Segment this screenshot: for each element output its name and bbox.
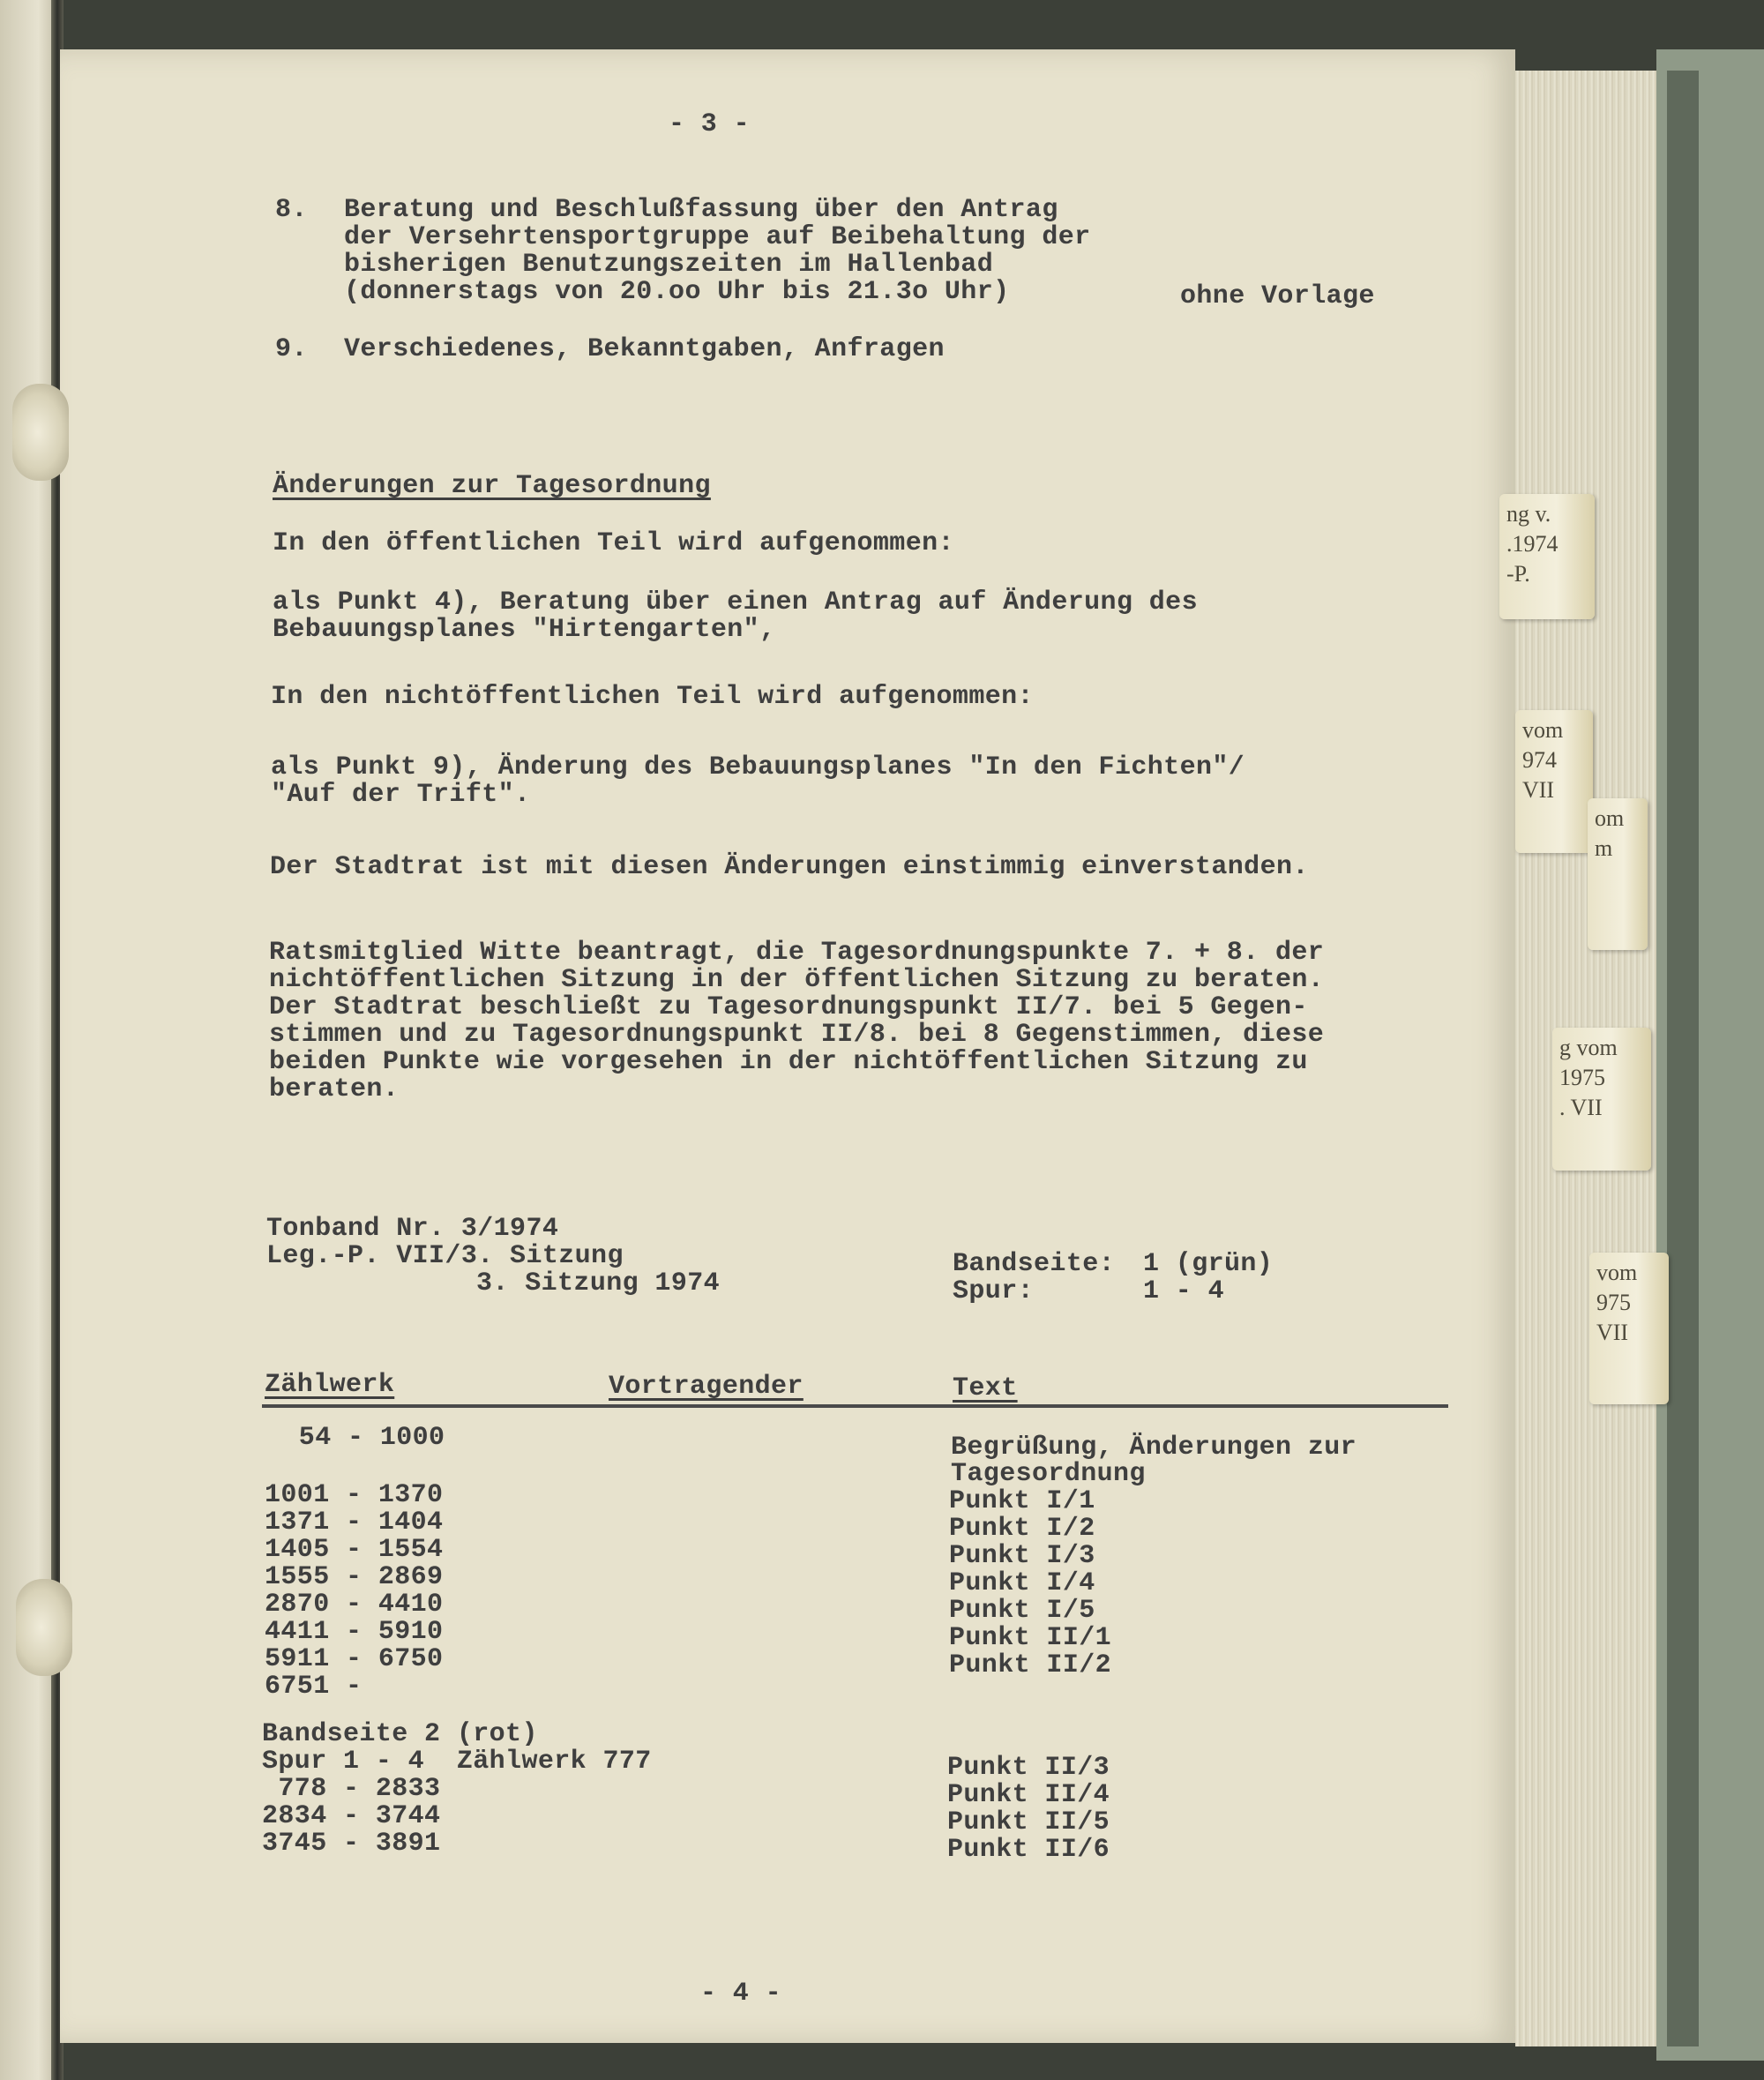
consent-text: Der Stadtrat ist mit diesen Änderungen einstimmig einverstanden. bbox=[270, 852, 1309, 882]
item-9-number: 9. bbox=[275, 334, 308, 364]
table-row-counter: 1001 - 1370 bbox=[265, 1480, 444, 1510]
table-row-text: Punkt I/3 bbox=[949, 1541, 1095, 1571]
binder-cover-shadow bbox=[1667, 71, 1699, 2046]
table-row-text: Punkt II/1 bbox=[949, 1623, 1112, 1653]
public-intro: In den öffentlichen Teil wird aufgenommen: bbox=[273, 528, 954, 558]
nonpublic-item-line-2: "Auf der Trift". bbox=[271, 780, 531, 810]
table-header-rule bbox=[262, 1404, 1448, 1408]
item-8-number: 8. bbox=[275, 195, 308, 225]
table-row-text: Punkt I/5 bbox=[949, 1596, 1095, 1626]
index-tab-4: g vom 1975 . VII bbox=[1552, 1028, 1651, 1171]
table-row-counter: 3745 - 3891 bbox=[262, 1829, 441, 1859]
table-row-counter: 4411 - 5910 bbox=[265, 1617, 444, 1647]
left-page-edge bbox=[0, 0, 55, 2080]
public-item-line-2: Bebauungsplanes "Hirtengarten", bbox=[273, 615, 776, 645]
spur-label: Spur: bbox=[953, 1276, 1035, 1306]
header-speaker: Vortragender bbox=[609, 1372, 804, 1402]
table-row-counter: 1555 - 2869 bbox=[265, 1562, 444, 1592]
nonpublic-item-line-1: als Punkt 9), Änderung des Bebauungsplanes "In den Fichten"/ bbox=[271, 752, 1245, 782]
table-row-counter: 2870 - 4410 bbox=[265, 1590, 444, 1620]
table-row-counter: 1371 - 1404 bbox=[265, 1508, 444, 1538]
table-row-text: Punkt II/4 bbox=[947, 1780, 1110, 1810]
header-counter: Zählwerk bbox=[265, 1370, 395, 1400]
item-8-note: ohne Vorlage bbox=[1180, 281, 1375, 311]
bandseite-label: Bandseite: bbox=[953, 1249, 1116, 1279]
page-number-bottom: - 4 - bbox=[700, 1979, 782, 2009]
table-row-text: Punkt II/2 bbox=[949, 1650, 1112, 1680]
item-8-line-1: Beratung und Beschlußfassung über den Antrag bbox=[344, 195, 1058, 225]
spur-value: 1 - 4 bbox=[1143, 1276, 1225, 1306]
page-number-top: - 3 - bbox=[669, 109, 751, 139]
table-row-counter: 5911 - 6750 bbox=[265, 1644, 444, 1674]
motion-line-1: Ratsmitglied Witte beantragt, die Tagesordnungspunkte 7. + 8. der bbox=[269, 938, 1325, 968]
nonpublic-intro: In den nichtöffentlichen Teil wird aufgenommen: bbox=[271, 682, 1034, 712]
index-tab-2: vom 974 VII bbox=[1515, 710, 1593, 853]
item-9-text: Verschiedenes, Bekanntgaben, Anfragen bbox=[344, 334, 945, 364]
motion-line-6: beraten. bbox=[269, 1074, 400, 1104]
table-row-counter: 2834 - 3744 bbox=[262, 1801, 441, 1831]
table-row-text: Punkt I/4 bbox=[949, 1568, 1095, 1598]
header-text: Text bbox=[953, 1373, 1018, 1403]
item-8-line-4: (donnerstags von 20.oo Uhr bis 21.3o Uhr) bbox=[344, 277, 1010, 307]
table-row-counter: 54 - 1000 bbox=[266, 1423, 445, 1453]
table-row-text: Punkt II/6 bbox=[947, 1835, 1110, 1865]
bandseite-value: 1 (grün) bbox=[1143, 1249, 1274, 1279]
tape-number: Tonband Nr. 3/1974 bbox=[266, 1214, 559, 1244]
item-8-line-3: bisherigen Benutzungszeiten im Hallenbad bbox=[344, 250, 994, 280]
public-item-line-1: als Punkt 4), Beratung über einen Antrag auf Änderung des bbox=[273, 587, 1198, 617]
index-tab-5: vom 975 VII bbox=[1589, 1253, 1669, 1404]
tape-session-year: 3. Sitzung 1974 bbox=[476, 1268, 721, 1298]
motion-line-4: stimmen und zu Tagesordnungspunkt II/8. bei 8 Gegenstimmen, diese bbox=[269, 1020, 1325, 1050]
item-8-line-2: der Versehrtensportgruppe auf Beibehaltung der bbox=[344, 222, 1091, 252]
changes-heading: Änderungen zur Tagesordnung bbox=[273, 471, 711, 501]
binder-ring-top bbox=[12, 384, 69, 481]
table-row-text: Tagesordnung bbox=[951, 1459, 1146, 1489]
motion-line-3: Der Stadtrat beschließt zu Tagesordnungspunkt II/7. bei 5 Gegen- bbox=[269, 992, 1308, 1022]
table-row-text: Begrüßung, Änderungen zur bbox=[951, 1433, 1357, 1463]
table-row-counter: 778 - 2833 bbox=[262, 1774, 441, 1804]
side-2-label: Bandseite 2 (rot) bbox=[262, 1719, 538, 1749]
binder-ring-bottom bbox=[16, 1579, 72, 1676]
table-row-counter: 6751 - bbox=[265, 1672, 363, 1702]
tape-session: Leg.-P. VII/3. Sitzung bbox=[266, 1241, 624, 1271]
index-tab-1: ng v. .1974 -P. bbox=[1499, 494, 1595, 619]
table-row-text: Punkt II/3 bbox=[947, 1753, 1110, 1783]
table-row-text: Punkt I/2 bbox=[949, 1514, 1095, 1544]
table-row-text: Punkt I/1 bbox=[949, 1486, 1095, 1516]
side-2-spur: Spur 1 - 4 Zählwerk 777 bbox=[262, 1747, 652, 1777]
table-row-text: Punkt II/5 bbox=[947, 1807, 1110, 1837]
index-tab-3: om m bbox=[1588, 798, 1648, 950]
motion-line-5: beiden Punkte wie vorgesehen in der nichtöffentlichen Sitzung zu bbox=[269, 1047, 1308, 1077]
table-row-counter: 1405 - 1554 bbox=[265, 1535, 444, 1565]
motion-line-2: nichtöffentlichen Sitzung in der öffentlichen Sitzung zu beraten. bbox=[269, 965, 1325, 995]
